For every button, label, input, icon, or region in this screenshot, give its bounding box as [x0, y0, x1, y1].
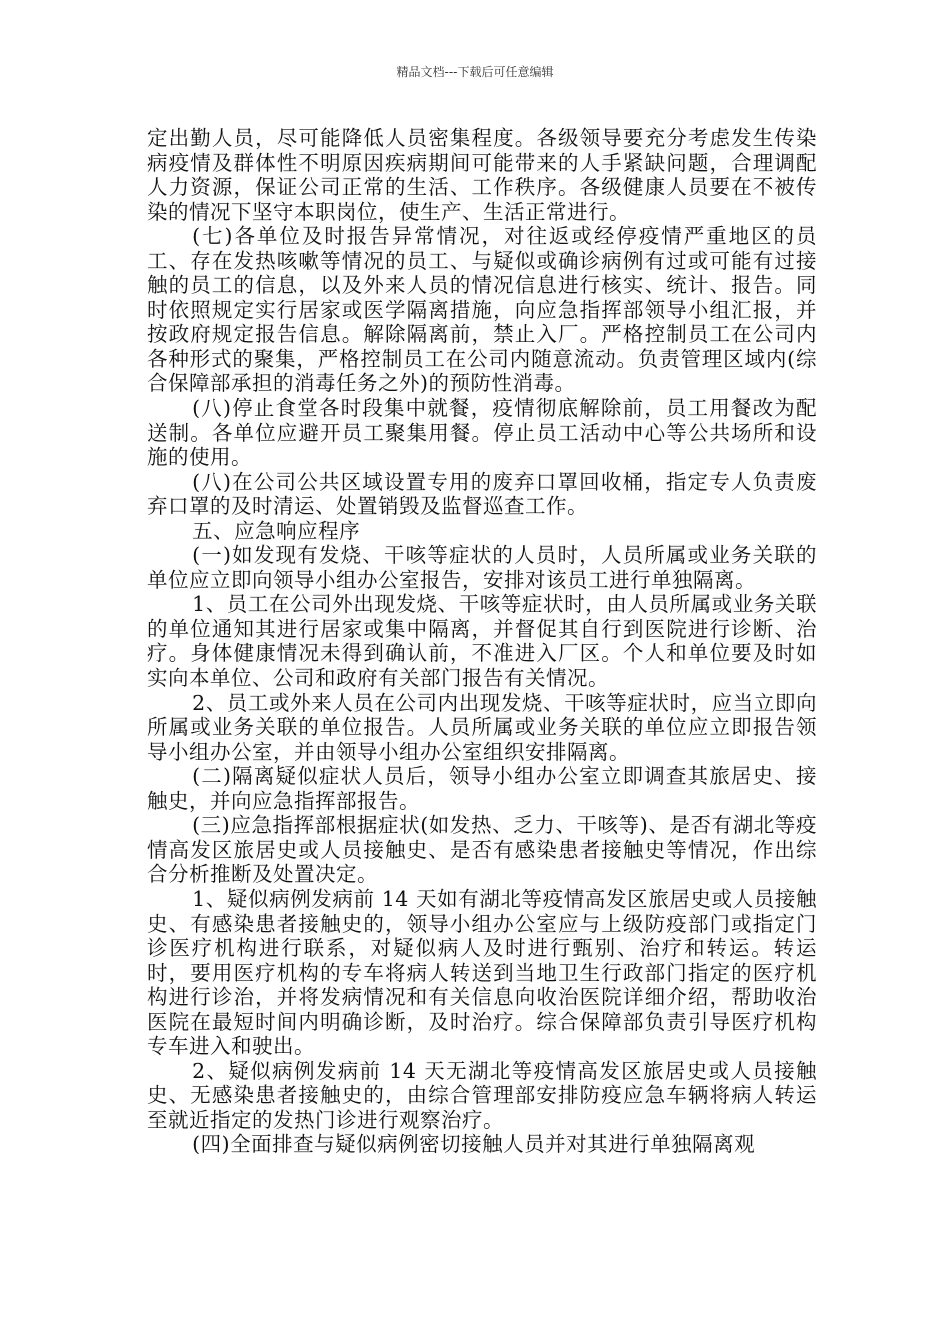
- paragraph: (八)在公司公共区域设置专用的废弃口罩回收桶，指定专人负责废弃口罩的及时清运、处置销毁及监督巡查工作。: [147, 469, 817, 519]
- paragraph: (一)如发现有发烧、干咳等症状的人员时，人员所属或业务关联的单位应立即向领导小组办公室报告，安排对该员工进行单独隔离。: [147, 543, 817, 592]
- paragraph: 2、疑似病例发病前 14 天无湖北等疫情高发区旅居史或人员接触史、无感染患者接触史的，由综合管理部安排防疫应急车辆将病人转运至就近指定的发热门诊进行观察治疗。: [147, 1058, 817, 1132]
- paragraph: (七)各单位及时报告异常情况，对往返或经停疫情严重地区的员工、存在发热咳嗽等情况的员工、与疑似或确诊病例有过或可能有过接触的员工的信息，以及外来人员的情况信息进行核实、统计、报告。同时依照规定实行居家或医学隔离措施，向应急指挥部领导小组汇报，并按政府规定报告信息。解除隔离前，禁止入厂。严格控制员工在公司内各种形式的聚集，严格控制员工在公司内随意流动。负责管理区域内(综合保障部承担的消毒任务之外)的预防性消毒。: [147, 224, 817, 396]
- paragraph: 2、员工或外来人员在公司内出现发烧、干咳等症状时，应当立即向所属或业务关联的单位报告。人员所属或业务关联的单位应立即报告领导小组办公室，并由领导小组办公室组织安排隔离。: [147, 690, 817, 764]
- section-heading: 五、应急响应程序: [192, 518, 361, 543]
- page-header: 精品文档---下载后可任意编辑: [396, 65, 554, 79]
- paragraph: (二)隔离疑似症状人员后，领导小组办公室立即调查其旅居史、接触史，并向应急指挥部报告。: [147, 764, 817, 813]
- paragraph: (三)应急指挥部根据症状(如发热、乏力、干咳等)、是否有湖北等疫情高发区旅居史或人员接触史、是否有感染患者接触史等情况，作出综合分析推断及处置决定。: [147, 813, 817, 887]
- paragraph: 1、员工在公司外出现发烧、干咳等症状时，由人员所属或业务关联的单位通知其进行居家或集中隔离，并督促其自行到医院进行诊断、治疗。身体健康情况未得到确认前，不准进入厂区。个人和单位要及时如实向本单位、公司和政府有关部门报告有关情况。: [147, 592, 817, 691]
- document-body: [147, 126, 817, 1157]
- paragraph: 定出勤人员，尽可能降低人员密集程度。各级领导要充分考虑发生传染病疫情及群体性不明原因疾病期间可能带来的人手紧缺问题，合理调配人力资源，保证公司正常的生活、工作秩序。各级健康人员要在不被传染的情况下坚守本职岗位，使生产、生活正常进行。: [147, 126, 817, 224]
- paragraph: 1、疑似病例发病前 14 天如有湖北等疫情高发区旅居史或人员接触史、有感染患者接触史的，领导小组办公室应与上级防疫部门或指定门诊医疗机构进行联系，对疑似病人及时进行甄别、治疗和转运。转运时，要用医疗机构的专车将病人转送到当地卫生行政部门指定的医疗机构进行诊治，并将发病情况和有关信息向收治医院详细介绍，帮助收治医院在最短时间内明确诊断，及时治疗。综合保障部负责引导医疗机构专车进入和驶出。: [147, 886, 817, 1059]
- paragraph: (八)停止食堂各时段集中就餐，疫情彻底解除前，员工用餐改为配送制。各单位应避开员工聚集用餐。停止员工活动中心等公共场所和设施的使用。: [147, 396, 817, 470]
- paragraph: (四)全面排查与疑似病例密切接触人员并对其进行单独隔离观: [192, 1132, 756, 1157]
